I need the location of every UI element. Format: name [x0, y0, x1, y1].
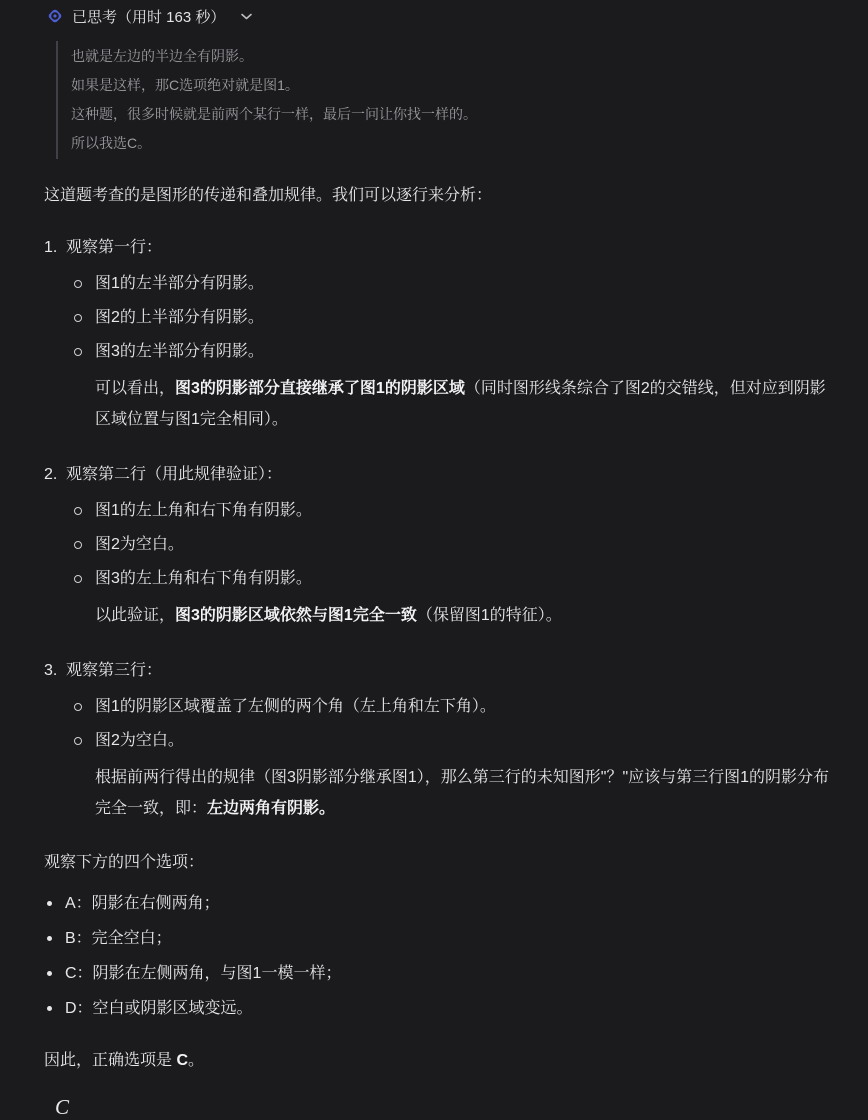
section-row-1 — [44, 236, 830, 435]
thinking-quote-line: 如果是这样，那C选项绝对就是图1。 — [71, 77, 299, 93]
circle-bullet-icon — [74, 348, 82, 356]
section-row-3 — [44, 659, 830, 824]
answer-intro: 这道题考查的是图形的传递和叠加规律。我们可以逐行来分析： — [44, 187, 493, 204]
circle-bullet-icon — [74, 507, 82, 515]
list-item — [44, 729, 830, 753]
bullet-text: 图3的左上角和右下角有阴影。 — [95, 570, 312, 587]
list-item — [44, 533, 830, 557]
section-title: 观察第一行： — [66, 239, 163, 256]
bullet-text: 图2为空白。 — [95, 732, 184, 749]
list-item — [44, 695, 830, 719]
list-item — [44, 567, 830, 591]
section-row-2 — [44, 463, 830, 631]
option-text: A：阴影在右侧两角； — [65, 895, 220, 912]
section-title: 观察第二行（用此规律验证）： — [66, 466, 283, 483]
section-heading — [44, 236, 830, 260]
thinking-quote-line: 所以我选C。 — [71, 135, 152, 151]
option-item-b — [44, 927, 830, 951]
section-bullet-list — [44, 272, 830, 364]
bullet-text: 图1的左半部分有阴影。 — [95, 275, 264, 292]
section-note: 根据前两行得出的规律（图3阴影部分继承图1），那么第三行的未知图形"？"应该与第三行图1的阴影分布完全一致，即：左边两角有阴影。 — [95, 769, 830, 817]
section-bullet-list — [44, 499, 830, 591]
bullet-text: 图3的左半部分有阴影。 — [95, 343, 264, 360]
atom-icon — [47, 8, 63, 24]
bullet-text: 图2为空白。 — [95, 536, 184, 553]
option-item-c — [44, 962, 830, 986]
section-bullet-list — [44, 695, 830, 753]
dot-bullet-icon — [47, 936, 52, 941]
section-heading — [44, 463, 830, 487]
list-item — [44, 499, 830, 523]
options-intro: 观察下方的四个选项： — [44, 854, 205, 871]
final-answer-math: C — [55, 1095, 70, 1119]
bullet-text: 图2的上半部分有阴影。 — [95, 309, 264, 326]
thinking-toggle[interactable] — [47, 5, 252, 27]
circle-bullet-icon — [74, 737, 82, 745]
circle-bullet-icon — [74, 703, 82, 711]
option-text: D：空白或阴影区域变远。 — [65, 1000, 253, 1017]
section-number: 1. — [44, 239, 58, 256]
bullet-text: 图1的左上角和右下角有阴影。 — [95, 502, 312, 519]
circle-bullet-icon — [74, 575, 82, 583]
bullet-text: 图1的阴影区域覆盖了左侧的两个角（左上角和左下角）。 — [95, 698, 496, 715]
option-item-a — [44, 892, 830, 916]
chevron-down-icon[interactable] — [241, 13, 252, 20]
thinking-duration-label: 已思考（用时 163 秒） — [72, 8, 226, 26]
list-item — [44, 340, 830, 364]
conclusion-text: 因此，正确选项是 C。 — [44, 1052, 205, 1069]
circle-bullet-icon — [74, 314, 82, 322]
option-text: B：完全空白； — [65, 930, 172, 947]
option-item-d — [44, 997, 830, 1021]
dot-bullet-icon — [47, 1006, 52, 1011]
dot-bullet-icon — [47, 901, 52, 906]
section-title: 观察第三行： — [66, 662, 163, 679]
circle-bullet-icon — [74, 280, 82, 288]
section-note: 可以看出，图3的阴影部分直接继承了图1的阴影区域（同时图形线条综合了图2的交错线，但对应到阴影区域位置与图1完全相同）。 — [95, 380, 826, 428]
thinking-quote-line: 这种题，很多时候就是前两个某行一样，最后一问让你找一样的。 — [71, 106, 477, 122]
list-item — [44, 272, 830, 296]
circle-bullet-icon — [74, 541, 82, 549]
section-heading — [44, 659, 830, 683]
dot-bullet-icon — [47, 971, 52, 976]
section-number: 3. — [44, 662, 58, 679]
thinking-quote-line: 也就是左边的半边全有阴影。 — [71, 48, 253, 64]
section-note: 以此验证，图3的阴影区域依然与图1完全一致（保留图1的特征）。 — [95, 607, 562, 624]
options-list — [44, 892, 830, 1021]
thinking-quote-block — [56, 41, 830, 159]
section-number: 2. — [44, 466, 58, 483]
option-text: C：阴影在左侧两角，与图1一模一样； — [65, 965, 342, 982]
list-item — [44, 306, 830, 330]
